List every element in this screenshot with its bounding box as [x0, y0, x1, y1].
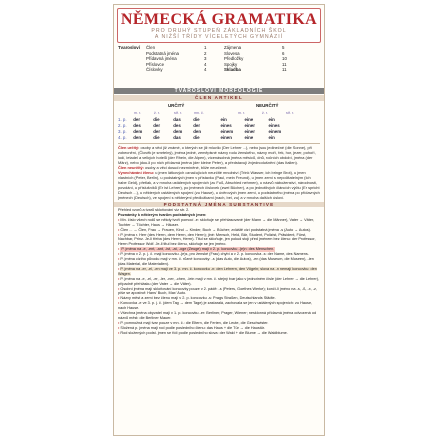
- table-row: 2. p. des der des der eines einer eines: [118, 122, 280, 128]
- bullet-icon: •: [118, 252, 120, 257]
- summary-item: Podstatná jména: [146, 50, 179, 56]
- summary-item: Zájmena: [224, 45, 242, 50]
- summary-label: Tvarosloví: [118, 45, 140, 50]
- summary-item: Spojky: [224, 61, 238, 67]
- summary-page-number: 4: [204, 61, 207, 67]
- table-row: 3. p. dem der dem den einem einer einem: [118, 128, 282, 134]
- bullet-icon: •: [118, 325, 120, 330]
- summary-right-nums: [282, 45, 287, 73]
- note-text: u jmen látkových označujících neurčité množství (Trink Wasser, ich bringe Brot), u jmen vlastních (Peter, Berlin), u podstatných jmen v přístavku (Paul, mein Freund), u jmen zemí s nepočitatelným (Ich habe Geld), přetlak, a v mnoha ustálených spojeních (zu Fuß, Abschied nehmen), u názvů náboženství, národností, povolání, u příslušníků (Er ist Lehrer), po jménech číslovek (zwei Bücher), a po jednotlivých článcích výčtu (Er spricht Deutsch ...), u některých ustálených spojení (zu Hause), u úvěrových jmen zemí, u podstatného jména po přídavných jménech (Deutsch), ve spojení s některými předložkami (nach, bei, zu) a v mnoha dalších úsloví.: [118, 169, 320, 200]
- list-item: • Koncovka -e ve 3. p. j. č. (dem Tag → dem Tage) je zastaralá, zachovala se jen v ustálených spojeních: zu Hause, nach Hause.: [118, 301, 313, 311]
- list-item: • Mn. číslo všech rodů se někdy tvoří pomocí -e: skloňuje se přehlasované (der Mann → die Männer), Vater → Väter, Tochter → Töchter, Haus → Häuser.: [118, 217, 315, 227]
- summary-page-number: 10: [282, 56, 287, 61]
- summary-page-number: 6: [282, 50, 285, 56]
- list-item: • P. jména na -er, -el, -en mají ve 3. p. mn. č. koncovku -n: den Lehrern, den Vögeln; slova na -n nemají koncovku: den Wagen.: [118, 266, 317, 276]
- gender-header: m. r.: [238, 110, 245, 115]
- list-item: • P. pomnožná mají tvar pouze v mn. č.: die Eltern, die Ferien, die Leute, die Geschwister.: [118, 320, 269, 325]
- indefinite-heading: NEURČITÝ: [256, 102, 279, 108]
- summary-left-names: [146, 45, 179, 73]
- gender-header: ž. r.: [154, 110, 160, 115]
- list-item: • P. jména na -e, -el, -er, -ler, -ner, -chen, -lein mají v mn. č. stejný tvar jako v jednotném čísle (der Lehrer → die Lehrer), případně přehlásku (der Vater → die Väter).: [118, 276, 320, 286]
- summary-left-nums: [204, 45, 206, 73]
- bullet-icon: •: [118, 247, 120, 252]
- note-text: osoby a věci dosud nezmíněné, blíže neurčené.: [145, 164, 228, 170]
- section-band-morphology: TVAROSLOVÍ MORFOLOGIE: [114, 88, 324, 94]
- list-item: • Osobní jména mají skloňování koncovky pouze v 2. pádě: -s (Peters, Goethes Werke); končí-li jméno na -s, -ß, -x, -z, píše se apostrof: Hans' Buch, Max' Auto.: [118, 286, 318, 296]
- summary-item: Člen: [146, 45, 156, 50]
- list-item: • Složená p. jména mají rod podle posledního členu: das Haus + die Tür → die Haustür.: [118, 325, 266, 330]
- summary-item: Číslovky: [146, 67, 163, 72]
- summary-item: Přídavná jména: [146, 56, 177, 61]
- note-lead: Člen určitý:: [118, 144, 140, 150]
- contents-summary: [118, 45, 320, 87]
- article-table-headings: [114, 101, 324, 111]
- section-band-nouns: PODSTATNÁ JMÉNA SUBSTANTIVE: [114, 202, 324, 208]
- noun-notes: [118, 208, 320, 336]
- summary-page-number: 11: [282, 67, 287, 72]
- noun-rules-heading: Poznámky k některým tvarům podstatných jmen:: [118, 212, 207, 217]
- bullet-icon: •: [118, 266, 120, 271]
- bullet-icon: •: [118, 296, 120, 301]
- grammar-card: [113, 4, 325, 436]
- summary-page-number: 3: [204, 56, 207, 61]
- summary-item: Předložky: [224, 56, 244, 61]
- note-lead: Vynechávání členu:: [118, 169, 155, 175]
- list-item: • P. jména na -e, -ent, -ant, -ist, -at, -oge (Zeuge) mají v 2. p. koncovku -(e)n: des Menschen.: [118, 247, 275, 252]
- summary-page-number: 1: [204, 45, 207, 50]
- noun-intro: Přehled vzorů a tvarů skloňování viz str. 2.: [118, 208, 190, 212]
- divider: [118, 143, 320, 144]
- summary-page-number: 2: [204, 50, 207, 56]
- summary-item: Slovesa: [224, 50, 240, 56]
- list-item: • P. jména cizího původu mají v mn. č. různé koncovky: -s (das Auto, die Autos), -en (das Museum, die Museen), -ien (das Material, die Materialien).: [118, 257, 314, 266]
- bullet-icon: •: [118, 330, 120, 335]
- page-subtitle-1: PRO DRUHÝ STUPEŇ ZÁKLADNÍCH ŠKOL: [151, 28, 287, 34]
- table-row: 1. p. der die das die ein eine ein: [118, 116, 275, 122]
- bullet-icon: •: [118, 301, 120, 306]
- gender-header: m. r.: [134, 110, 141, 115]
- header-box: [117, 8, 321, 43]
- bullet-icon: •: [118, 320, 120, 325]
- bullet-icon: •: [118, 232, 120, 237]
- bullet-icon: •: [118, 257, 120, 262]
- gender-header: stř. r.: [174, 110, 182, 115]
- summary-item: Skladba: [224, 67, 241, 72]
- list-item: • P. jména r. Herr (des Herrn, dem Herrn, den Herrn); jiné: Mensch, Held, Bär, Student, Polizist, Präsident, Fürst, Nachbar, Prinz. Je-li třeba (des Herrn, Herrn). Titul se skloňuje, jen pokud stojí před jménem bez členu: der Professor, Herrn Professor Wolf. Je-li titul bez členu, skloňuje se jen jméno.: [118, 232, 316, 247]
- note-text: osoby a věci již známé, o kterých se již mluvilo (Der Lehrer ...), nebo jsou jedinečné (die Sonne), při zobecnění, (Člověk je smrtelný), jména jedné, zeměpisné názvy rodu ženského, názvy moří, řek, hor, jezer, pohoří, lodí, letadel a velkých hotelů (der Rhein, die Alpen), vícenásobná jména měsíců, dnů, ročních období, jména (der März), nebo jdou-li po nich přídavná jména (der kleine Peter), a představují žvjednodušnění (das Italien).: [118, 144, 316, 165]
- summary-right-names: [224, 45, 243, 73]
- definite-heading: URČITÝ: [168, 102, 185, 108]
- summary-page-number: 5: [282, 45, 285, 50]
- list-item: • Názvy měst a zemí bez členu mají v 2. p. koncovku -s: Prags Straßen, Deutschlands Städte.: [118, 296, 276, 301]
- bullet-icon: •: [118, 227, 120, 232]
- summary-page-number: 4: [204, 67, 207, 72]
- bullet-icon: •: [118, 311, 120, 316]
- bullet-icon: •: [118, 217, 120, 222]
- page-title: NĚMECKÁ GRAMATIKA: [120, 11, 318, 28]
- list-item: • Všechna jména obyvatel mají v 1. p. koncovku -er: Berliner, Prager, Wiener; nesklonná přídavná jména odvozená od názvů měst: die Berliner Mauer.: [118, 311, 317, 320]
- bullet-icon: •: [118, 286, 120, 291]
- bullet-icon: •: [118, 276, 120, 281]
- table-row: 4. p. den die das die einen eine ein: [118, 134, 275, 140]
- section-band-article: ČLEN ARTIKEL: [114, 95, 324, 101]
- summary-item: Příslovce: [146, 61, 165, 67]
- summary-page-number: 11: [282, 61, 287, 67]
- list-item: • Rod složených podst. jmen se řídí podle posledního slova: der Wald + die Blume → die Waldblume.: [118, 330, 288, 335]
- note-lead: Člen neurčitý:: [118, 164, 144, 170]
- article-table: [114, 117, 324, 142]
- list-item: • P. jména v 2. p. j. č. mají koncovku -(e)s, pro ženské (Frau) chybí a v 2. p. koncovka -s: der Name, des Namens.: [118, 252, 309, 257]
- page-subtitle-2: A NIŽŠÍ TŘÍDY VÍCELETÝCH GYMNÁZIÍ: [154, 34, 284, 40]
- gender-header: stř. r.: [286, 110, 294, 115]
- list-item: • Člen ... → Člen, Frau → Frauen, Kind → Kinder, Buch → Bücher; zvláště cizí podstatná jména -s (Auto → Autos).: [118, 227, 311, 232]
- article-notes: [118, 145, 320, 200]
- gender-header: mn. č.: [194, 110, 204, 115]
- gender-header: ž. r.: [262, 110, 268, 115]
